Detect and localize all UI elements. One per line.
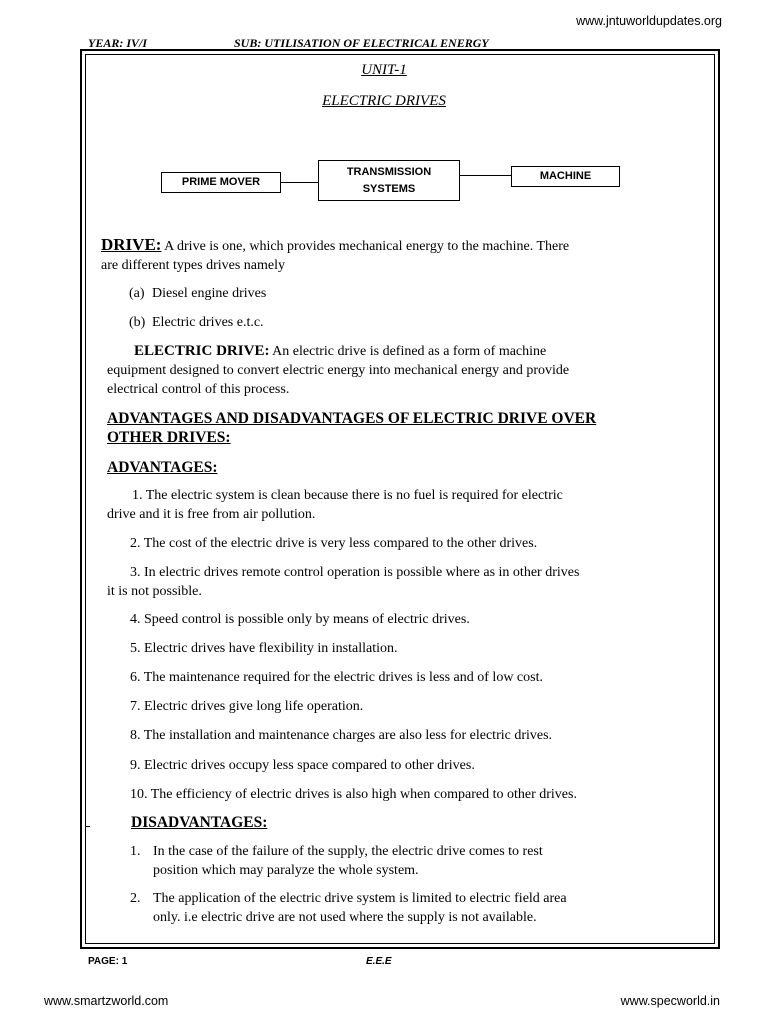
- machine-box: [511, 166, 620, 187]
- list-item-text: Electric drives e.t.c.: [152, 315, 264, 330]
- footer-dept: E.E.E: [366, 956, 392, 967]
- footer-page-number: PAGE: 1: [88, 956, 128, 967]
- electric-drive-line1: An electric drive is defined as a form of machine: [269, 344, 547, 359]
- transmission-systems-box: [318, 160, 460, 201]
- list-item: 6. The maintenance required for the electric drives is less and of low cost.: [130, 670, 543, 685]
- connector-line-left: [281, 182, 319, 183]
- list-item: 5. Electric drives have flexibility in installation.: [130, 641, 398, 656]
- list-marker: 1.: [130, 844, 141, 859]
- drive-definition: [101, 235, 569, 275]
- adv-disadv-heading-line2: OTHER DRIVES:: [107, 429, 231, 446]
- prime-mover-box: [161, 172, 281, 193]
- disadvantage-1-line1: In the case of the failure of the supply, the electric drive comes to rest: [153, 844, 543, 859]
- connector-line-right: [460, 175, 511, 176]
- drive-term: DRIVE:: [101, 235, 162, 254]
- page-title: ELECTRIC DRIVES: [322, 93, 446, 109]
- list-marker: (b): [129, 315, 146, 330]
- disadvantages-heading: DISADVANTAGES:: [131, 814, 268, 831]
- transmission-label-line1: TRANSMISSION: [346, 165, 432, 178]
- list-marker: (a): [129, 286, 145, 301]
- adv-disadv-heading: [107, 409, 596, 447]
- header-year: YEAR: IV/I: [88, 36, 148, 50]
- advantage-3-line1: 3. In electric drives remote control operation is possible where as in other drives: [130, 565, 580, 580]
- list-item-text: Diesel engine drives: [152, 286, 267, 301]
- list-item: [130, 889, 567, 927]
- footer-right-url[interactable]: www.specworld.in: [620, 994, 720, 1008]
- margin-tick: [86, 826, 90, 827]
- list-item: [107, 563, 579, 601]
- advantage-1-line2: drive and it is free from air pollution.: [107, 507, 316, 522]
- header-subject: SUB: UTILISATION OF ELECTRICAL ENERGY: [234, 36, 489, 50]
- list-item: 4. Speed control is possible only by means of electric drives.: [130, 612, 470, 627]
- list-item: 10. The efficiency of electric drives is also high when compared to other drives.: [130, 787, 577, 802]
- list-item: [107, 486, 563, 524]
- adv-disadv-heading-line1: ADVANTAGES AND DISADVANTAGES OF ELECTRIC DRIVE OVER: [107, 410, 597, 427]
- drive-def-line1: A drive is one, which provides mechanical energy to the machine. There: [161, 239, 570, 254]
- list-item: 8. The installation and maintenance charges are also less for electric drives.: [130, 728, 553, 743]
- electric-drive-definition: [107, 342, 569, 399]
- drive-def-line2: are different types drives namely: [101, 258, 286, 273]
- advantage-3-line2: it is not possible.: [107, 584, 202, 599]
- disadvantage-2-line2: only. i.e electric drive are not used where the supply is not available.: [153, 910, 537, 925]
- list-item: 9. Electric drives occupy less space compared to other drives.: [130, 758, 475, 773]
- footer-left-url[interactable]: www.smartzworld.com: [44, 994, 169, 1008]
- list-item: 7. Electric drives give long life operation.: [130, 699, 364, 714]
- list-item: [129, 313, 264, 332]
- machine-label: MACHINE: [539, 170, 592, 182]
- unit-title: UNIT-1: [361, 62, 407, 78]
- disadvantage-2-line1: The application of the electric drive system is limited to electric field area: [153, 891, 567, 906]
- list-marker: 2.: [130, 891, 141, 906]
- advantage-1-line1: 1. The electric system is clean because there is no fuel is required for electric: [132, 488, 563, 503]
- advantages-heading: ADVANTAGES:: [107, 459, 218, 476]
- list-item: [130, 842, 543, 880]
- transmission-label-line2: SYSTEMS: [362, 182, 416, 195]
- electric-drive-line3: electrical control of this process.: [107, 382, 290, 397]
- electric-drive-term: ELECTRIC DRIVE:: [134, 343, 270, 359]
- electric-drive-line2: equipment designed to convert electric energy into mechanical energy and provide: [107, 363, 570, 378]
- prime-mover-label: PRIME MOVER: [181, 176, 261, 188]
- disadvantage-1-line2: position which may paralyze the whole system.: [153, 863, 419, 878]
- list-item: 2. The cost of the electric drive is very less compared to the other drives.: [130, 536, 538, 551]
- site-url[interactable]: www.jntuworldupdates.org: [576, 14, 722, 28]
- list-item: [129, 284, 266, 303]
